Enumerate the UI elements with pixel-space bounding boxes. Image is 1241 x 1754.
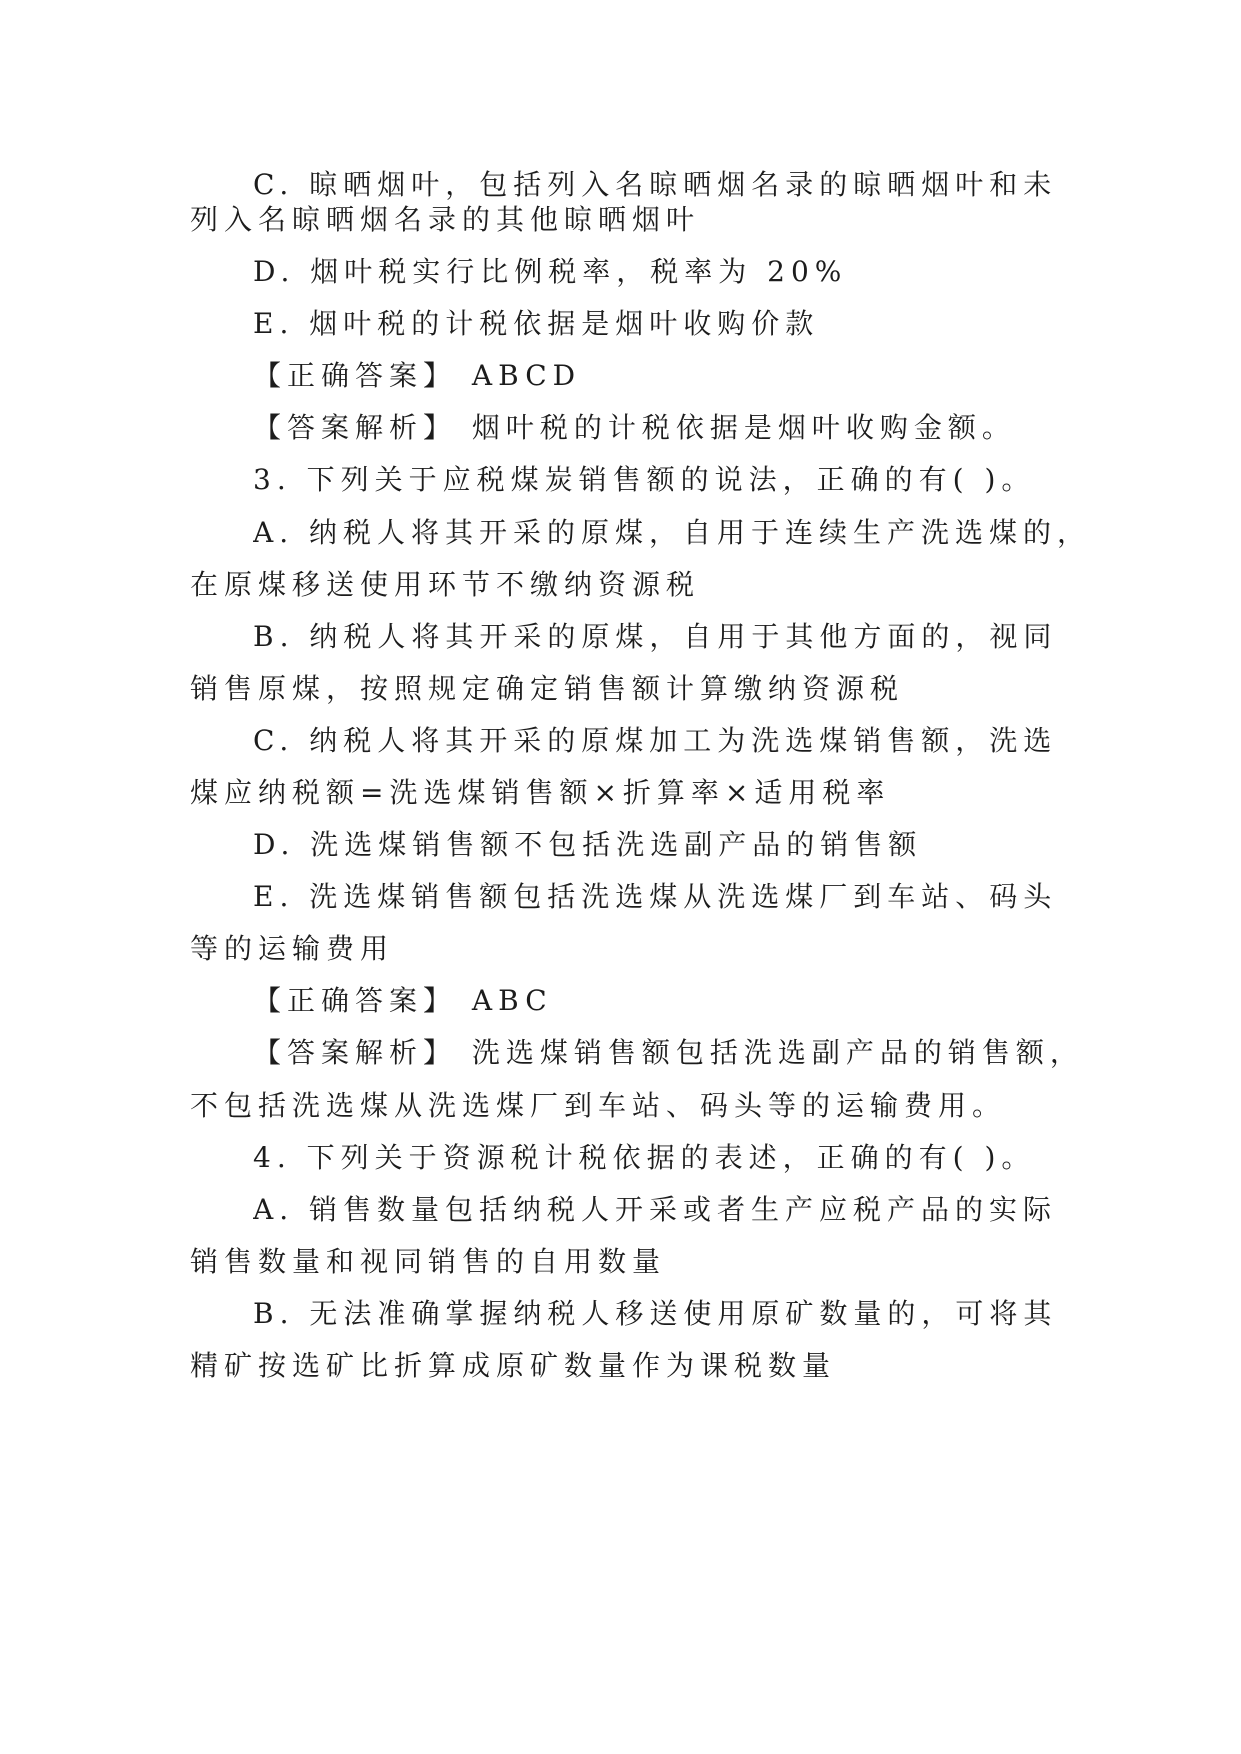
paragraph-line: 销售数量和视同销售的自用数量 [190,1245,667,1278]
paragraph-line: 列入名晾晒烟名录的其他晾晒烟叶 [190,203,701,236]
paragraph-line: B. 纳税人将其开采的原煤，自用于其他方面的，视同 [253,620,1058,653]
answer-analysis-line: 【答案解析】 洗选煤销售额包括洗选副产品的销售额， [253,1036,1084,1069]
question-line: 3. 下列关于应税煤炭销售额的说法，正确的有( )。 [253,463,1036,496]
paragraph-line: A. 销售数量包括纳税人开采或者生产应税产品的实际 [253,1193,1058,1226]
correct-answer-line: 【正确答案】 ABCD [253,359,582,392]
paragraph-line: D. 烟叶税实行比例税率，税率为 20% [253,255,848,288]
paragraph-line: C. 纳税人将其开采的原煤加工为洗选煤销售额，洗选 [253,724,1058,757]
paragraph-line: E. 洗选煤销售额包括洗选煤从洗选煤厂到车站、码头 [253,880,1058,913]
paragraph-line: 不包括洗选煤从洗选煤厂到车站、码头等的运输费用。 [190,1089,1007,1122]
paragraph-line: A. 纳税人将其开采的原煤，自用于连续生产洗选煤的， [253,516,1092,549]
paragraph-line: 等的运输费用 [190,932,395,965]
paragraph-line: D. 洗选煤销售额不包括洗选副产品的销售额 [253,828,923,861]
paragraph-line: 精矿按选矿比折算成原矿数量作为课税数量 [190,1349,837,1382]
paragraph-line: 在原煤移送使用环节不缴纳资源税 [190,568,701,601]
paragraph-line: 销售原煤，按照规定确定销售额计算缴纳资源税 [190,672,905,705]
question-line: 4. 下列关于资源税计税依据的表述，正确的有( )。 [253,1141,1036,1174]
paragraph-line: B. 无法准确掌握纳税人移送使用原矿数量的，可将其 [253,1297,1058,1330]
paragraph-line: E. 烟叶税的计税依据是烟叶收购价款 [253,307,820,340]
paragraph-line: C. 晾晒烟叶，包括列入名晾晒烟名录的晾晒烟叶和未 [253,168,1058,201]
answer-analysis-line: 【答案解析】 烟叶税的计税依据是烟叶收购金额。 [253,411,1016,444]
paragraph-line: 煤应纳税额=洗选煤销售额×折算率×适用税率 [190,776,891,809]
correct-answer-line: 【正确答案】 ABC [253,984,553,1017]
